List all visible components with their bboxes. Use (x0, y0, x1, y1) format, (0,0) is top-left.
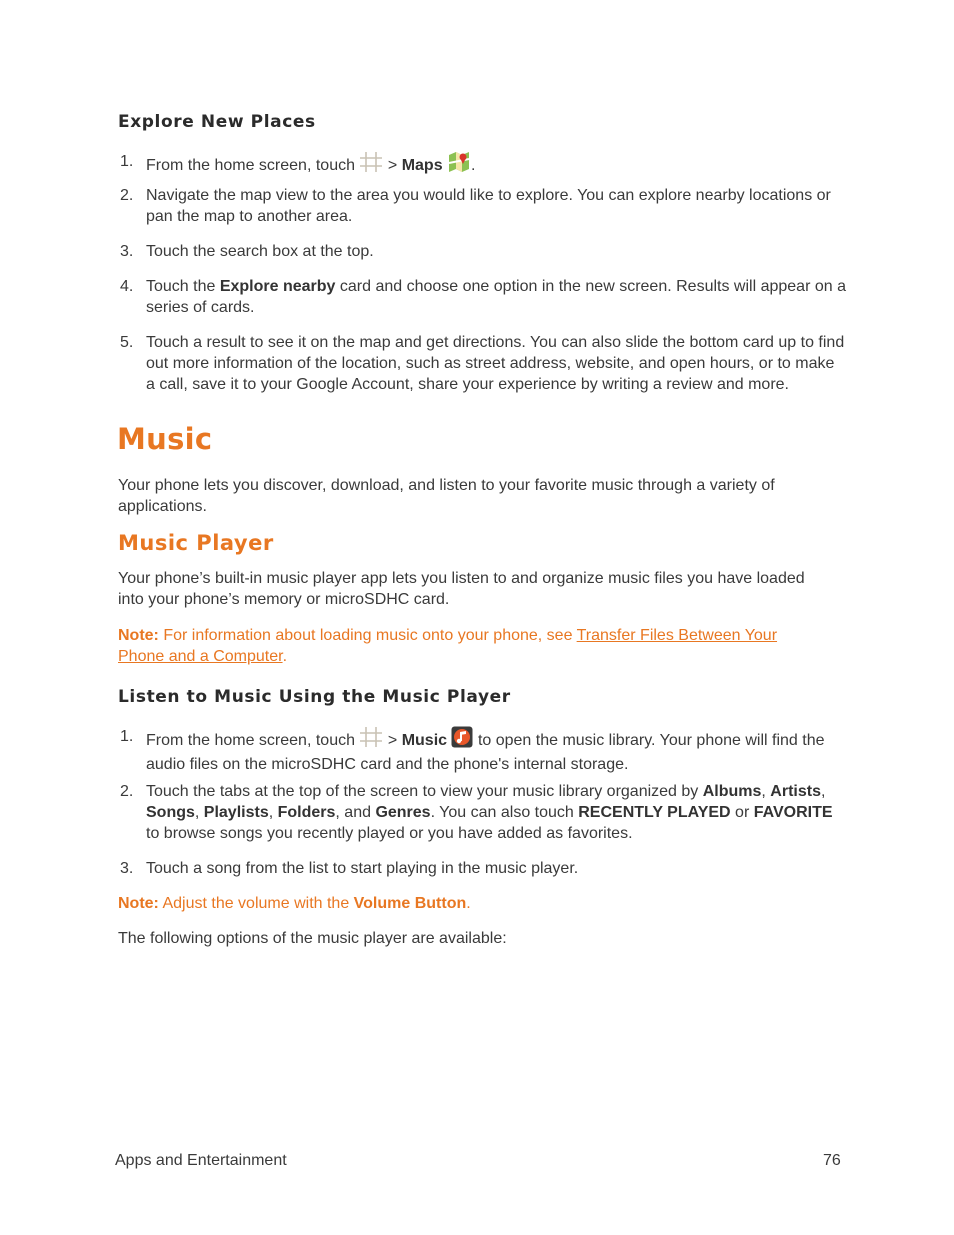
step-text-end: to open the music library. Your phone will find the audio files on the microSDHC card and the phone's internal storage. (146, 732, 825, 773)
list-item (146, 151, 846, 179)
step-number: 4. (120, 278, 134, 295)
step-number: 1. (120, 728, 134, 745)
maps-icon (447, 151, 471, 179)
tab-artists: Artists (770, 783, 821, 800)
note-bold: Volume Button (353, 895, 467, 912)
step-text: , and (335, 804, 376, 821)
step-text-end: card and choose one option in the new screen. Results will appear on a series of cards. (146, 278, 846, 316)
step-number: 3. (120, 243, 134, 260)
list-item (146, 276, 846, 318)
step-text: , (194, 804, 204, 821)
music-intro: Your phone lets you discover, download, and listen to your favorite music through a variety of applications. (118, 477, 775, 515)
step-number: 1. (120, 153, 134, 170)
note-end: . (282, 648, 288, 665)
page-title-music: Music (117, 422, 213, 456)
tab-playlists: Playlists (203, 804, 269, 821)
list-item: Touch the search box at the top. (146, 243, 374, 260)
step-text: From the home screen, touch (146, 732, 355, 749)
apps-grid-icon (359, 151, 383, 179)
tab-folders: Folders (277, 804, 336, 821)
note-label: Note: (118, 895, 159, 912)
note (118, 893, 843, 914)
step-number: 2. (120, 783, 134, 800)
list-item (146, 726, 846, 775)
step-number: 5. (120, 334, 134, 351)
page-number: 76 (823, 1152, 841, 1169)
section-title-music-player: Music Player (118, 531, 274, 555)
tab-genres: Genres (375, 804, 431, 821)
step-text: , (820, 783, 826, 800)
apps-grid-icon (359, 726, 383, 754)
step-text: , (761, 783, 771, 800)
step-text: , (268, 804, 278, 821)
note (118, 625, 818, 667)
list-item: Touch a result to see it on the map and get directions. You can also slide the bottom card up to find out more information of the location, such as street address, website, and open hours, or to make a call, save it to your Google Account, share your experience by writing a review and more. (146, 334, 845, 393)
music-icon (451, 726, 473, 754)
step-text: or (730, 804, 754, 821)
list-item (146, 781, 846, 844)
list-item: Touch a song from the list to start playing in the music player. (146, 860, 579, 877)
step-separator: > (387, 732, 398, 749)
section-heading-listen: Listen to Music Using the Music Player (118, 687, 511, 707)
options-intro: The following options of the music player are available: (118, 930, 507, 947)
transfer-files-link[interactable]: Transfer Files Between Your Phone and a Computer (118, 627, 778, 665)
step-separator: > (387, 157, 398, 174)
tab-albums: Albums (702, 783, 762, 800)
app-name: Maps (401, 157, 443, 174)
tab-favorite: FAVORITE (753, 804, 833, 821)
step-text: Touch the (146, 278, 220, 295)
tab-songs: Songs (146, 804, 195, 821)
app-name: Music (401, 732, 448, 749)
note-text: Adjust the volume with the (158, 895, 354, 912)
step-number: 3. (120, 860, 134, 877)
step-text-end: . (471, 157, 476, 174)
note-text: For information about loading music onto your phone, see (158, 627, 577, 644)
step-text: to browse songs you recently played or you have added as favorites. (146, 825, 633, 842)
footer-section-name: Apps and Entertainment (115, 1152, 287, 1169)
music-player-intro: Your phone’s built-in music player app lets you listen to and organize music files you have loaded into your phone’s memory or microSDHC card. (118, 570, 805, 608)
step-bold: Explore nearby (219, 278, 336, 295)
section-heading-explore: Explore New Places (118, 112, 316, 132)
step-text: . You can also touch (430, 804, 579, 821)
tab-recently-played: RECENTLY PLAYED (578, 804, 731, 821)
note-end: . (466, 895, 471, 912)
step-text: From the home screen, touch (146, 157, 355, 174)
note-label: Note: (118, 627, 159, 644)
step-number: 2. (120, 187, 134, 204)
step-text: Touch the tabs at the top of the screen to view your music library organized by (146, 783, 703, 800)
list-item: Navigate the map view to the area you would like to explore. You can explore nearby locations or pan the map to another area. (146, 187, 831, 225)
